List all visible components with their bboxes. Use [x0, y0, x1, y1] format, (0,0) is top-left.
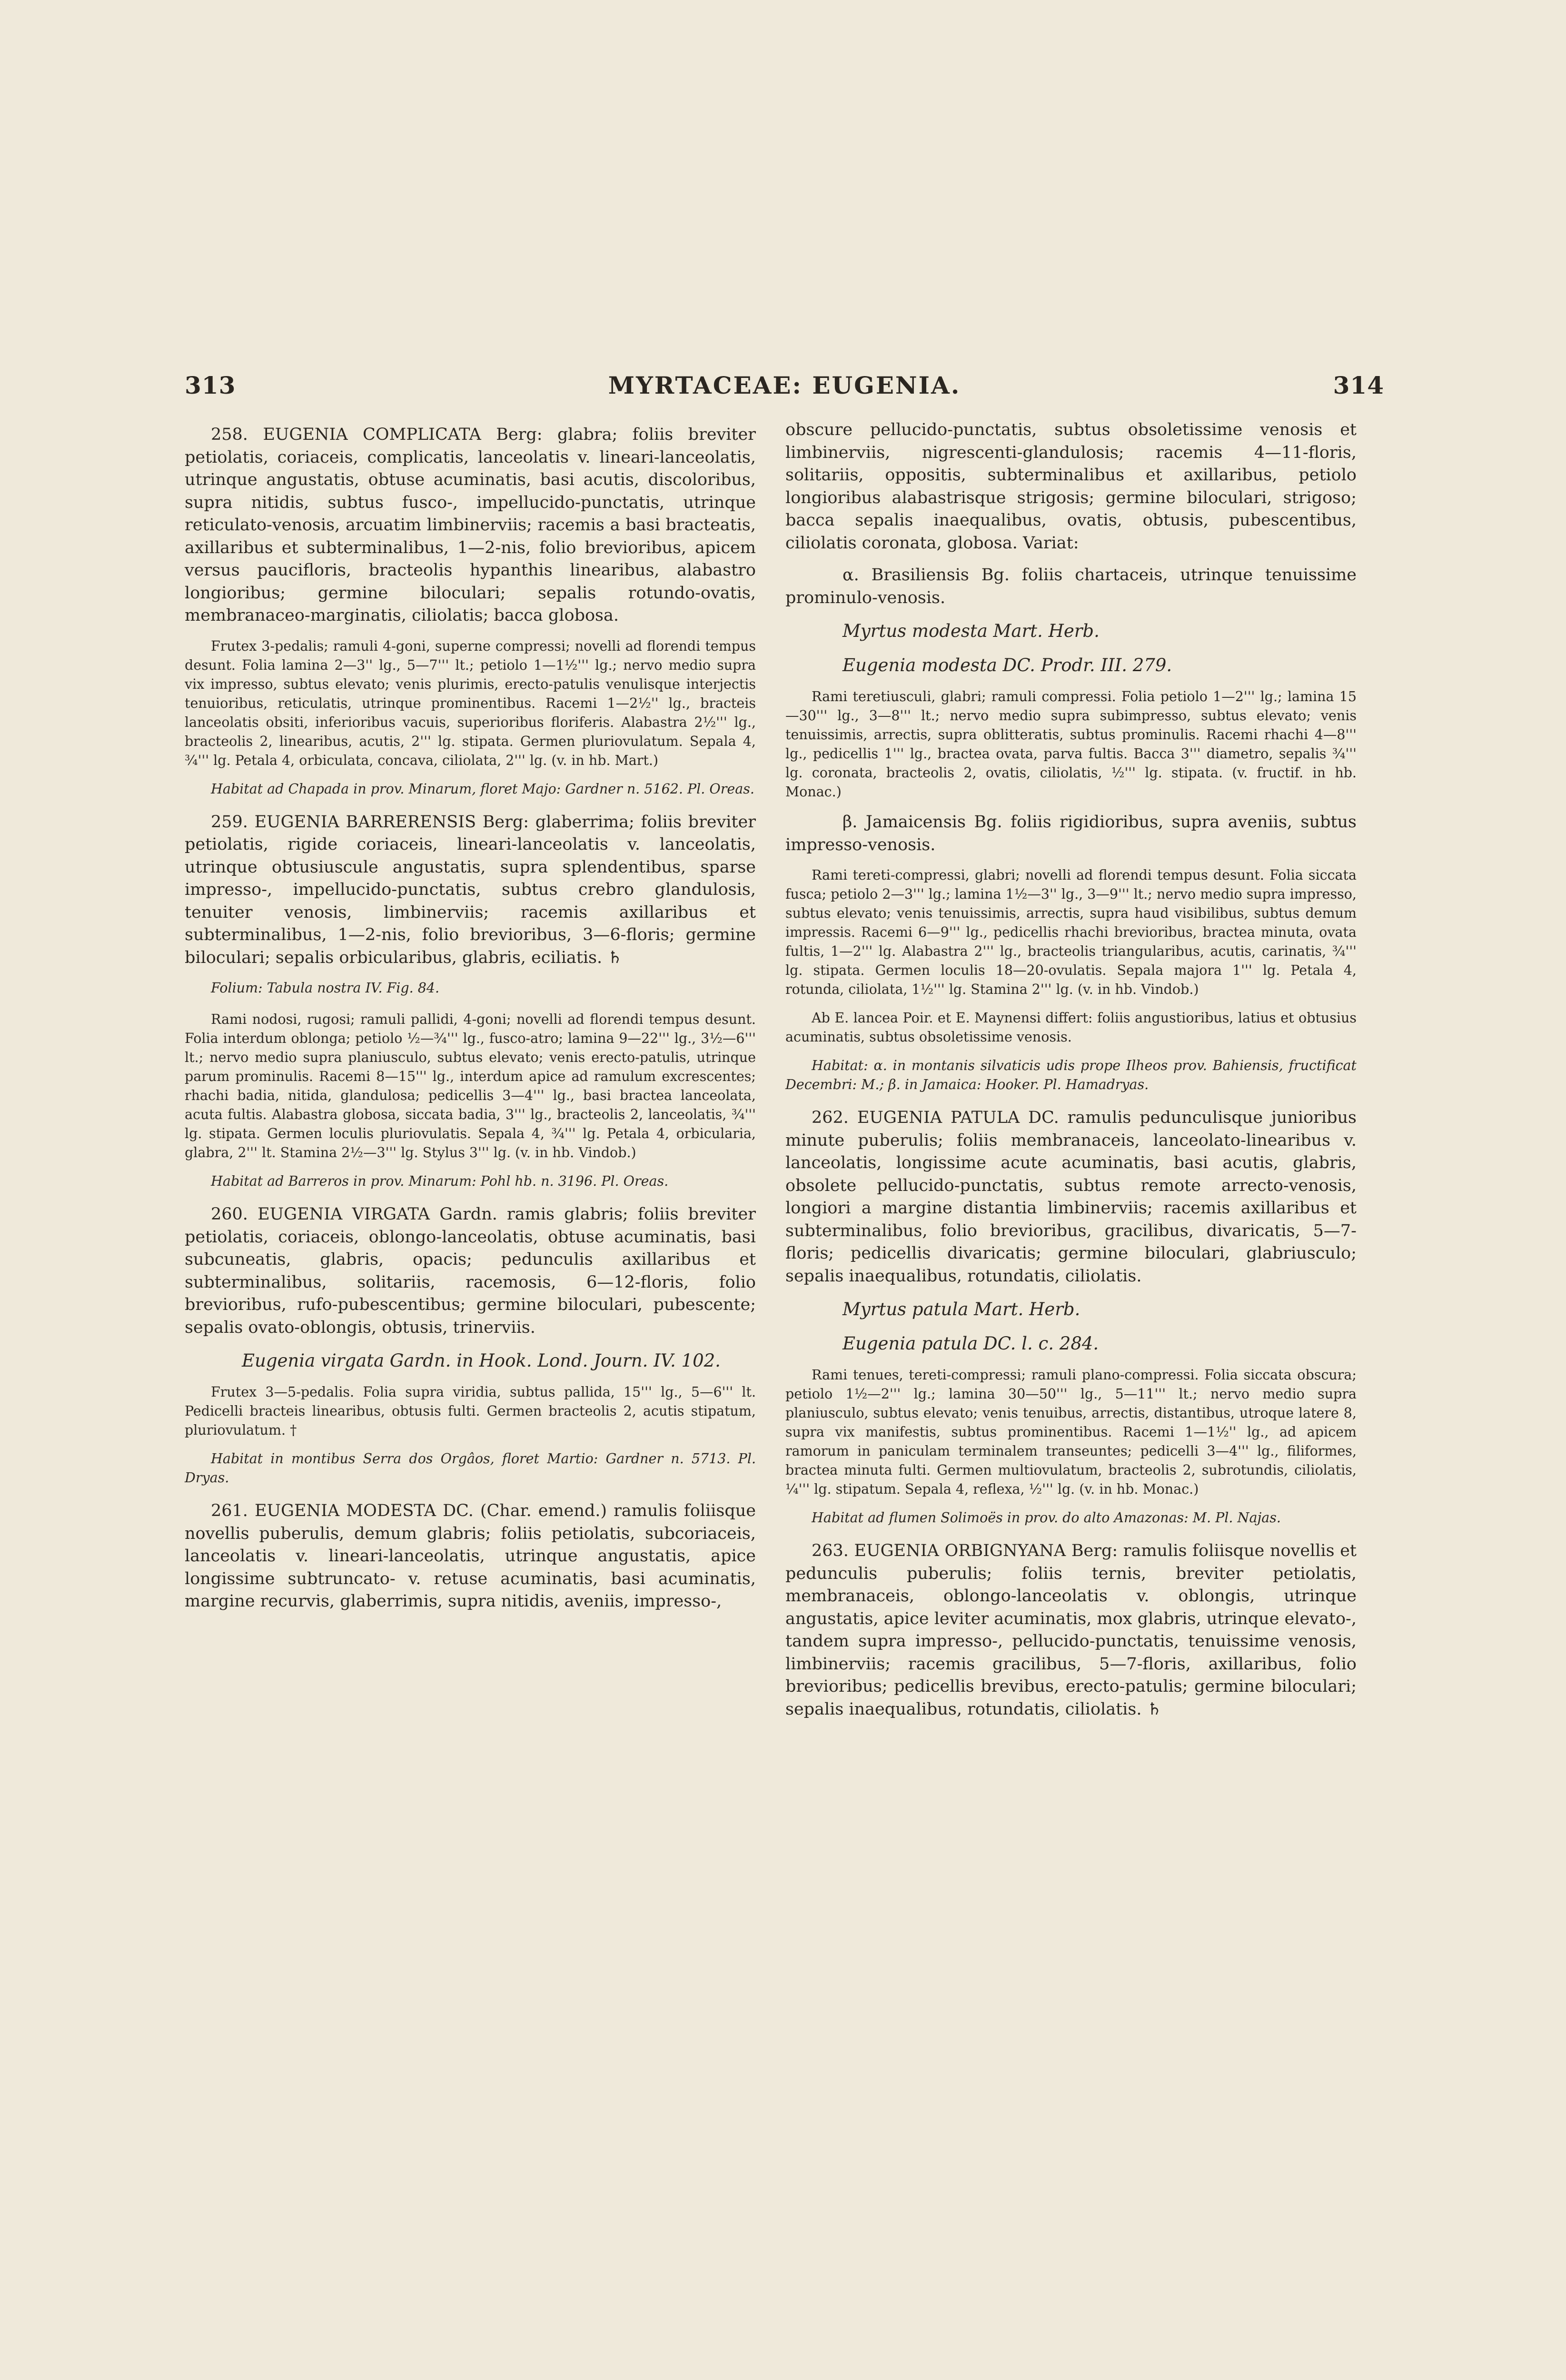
page-number-left: 313 [185, 371, 236, 399]
description-259: Rami nodosi, rugosi; ramuli pallidi, 4-goni; novelli ad florendi tempus desunt. Folia interdum oblonga; petiolo ½—¾''' lg., fusco-atro; lamina 9—22''' lg., 3½—6''' lt.; nervo medio supra planiusculo, subtus elevato; venis erecto-patulis, utrinque parum prominulis. Racemi 8—15''' lg., interdum apice ad ramulum excrescentes; rhachi badia, nitida, glandulosa; pedicellis 3—4''' lg., basi bractea lanceolata, acuta fultis. Alabastra globosa, siccata badia, 3''' lg., bracteolis 2, lanceolatis, ¾''' lg. stipata. Germen loculis pluriovulatis. Sepala 4, ¾''' lg. Petala 4, orbicularia, glabra, 2''' lt. Stamina 2½—3''' lg. Stylus 3''' lg. (v. in hb. Vindob.) [185, 1012, 756, 1160]
right-column [785, 419, 1357, 1730]
synonym-eugenia-patula: Eugenia patula DC. l. c. 284. [842, 1333, 1099, 1354]
synonym-eugenia-modesta: Eugenia modesta DC. Prodr. III. 279. [842, 655, 1172, 675]
habitat-259: Habitat ad Barreros in prov. Minarum: Pohl hb. n. 3196. Pl. Oreas. [211, 1173, 669, 1189]
description-beta: Rami tereti-compressi, glabri; novelli ad florendi tempus desunt. Folia siccata fusca; petiolo 2—3''' lg.; lamina 1½—3'' lg., 3—9''' lt.; nervo medio supra impresso, subtus elevato; venis tenuissimis, arrectis, supra haud visibilibus, subtus demum impressis. Racemi 6—9''' lg., pedicellis rhachi brevioribus, bractea minuta, ovata fultis, 1—2''' lg. Alabastra 2''' lg., bracteolis triangularibus, acutis, carinatis, ¾''' lg. stipata. Germen loculis 18—20-ovulatis. Sepala majora 1''' lg. Petala 4, rotunda, ciliolata, 1½''' lg. Stamina 2''' lg. (v. in hb. Vindob.) [785, 867, 1357, 997]
species-258: 258. EUGENIA COMPLICATA Berg: glabra; foliis breviter petiolatis, coriaceis, complicatis, lanceolatis v. lineari-lanceolatis, utrinque angustatis, obtuse acuminatis, basi acutis, discoloribus, supra nitidis, subtus fusco-, impellucido-punctatis, utrinque reticulato-venosis, arcuatim limbinerviis; racemis a basi bracteatis, axillaribus et subterminalibus, 1—2-nis, folio brevioribus, apicem versus paucifloris, bracteolis hypanthis linearibus, alabastro longioribus; germine biloculari; sepalis rotundo-ovatis, membranaceo-marginatis, ciliolatis; bacca globosa. [185, 425, 756, 625]
description-260: Frutex 3—5-pedalis. Folia supra viridia, subtus pallida, 15''' lg., 5—6''' lt. Pedicelli bracteis linearibus, obtusis fulti. Germen bracteolis 2, acutis stipatum, pluriovulatum. † [185, 1384, 756, 1438]
running-title: MYRTACEAE: EUGENIA. [608, 371, 961, 399]
species-263: 263. EUGENIA ORBIGNYANA Berg: ramulis foliisque novellis et pedunculis puberulis; foliis ternis, breviter petiolatis, membranaceis, oblongo-lanceolatis v. oblongis, utrinque angustatis, apice leviter acuminatis, mox glabris, utrinque elevato-, tandem supra impresso-, pellucido-punctatis, tenuissime venosis, limbinerviis; racemis gracilibus, 5—7-floris, axillaribus, folio brevioribus; pedicellis brevibus, erecto-patulis; germine biloculari; sepalis inaequalibus, rotundatis, ciliolatis. ♄ [785, 1541, 1357, 1719]
species-260: 260. EUGENIA VIRGATA Gardn. ramis glabris; foliis breviter petiolatis, coriaceis, oblongo-lanceolatis, obtuse acuminatis, basi subcuneatis, glabris, opacis; pedunculis axillaribus et subterminalibus, solitariis, racemosis, 6—12-floris, folio brevioribus, rufo-pubescentibus; germine biloculari, pubescente; sepalis ovato-oblongis, obtusis, trinerviis. [185, 1205, 756, 1337]
variety-alpha: α. Brasiliensis Bg. foliis chartaceis, utrinque tenuissime prominulo-venosis. [785, 565, 1357, 607]
description-alpha: Rami teretiusculi, glabri; ramuli compressi. Folia petiolo 1—2''' lg.; lamina 15—30''' lg., 3—8''' lt.; nervo medio supra subimpresso, subtus elevato; venis tenuissimis, arrectis, supra oblitteratis, subtus prominulis. Racemi rhachi 4—8''' lg., pedicellis 1''' lg., bractea ovata, parva fultis. Bacca 3''' diametro, sepalis ¾''' lg. coronata, bracteolis 2, ovatis, ciliolatis, ½''' lg. stipata. (v. fructif. in hb. Monac.) [785, 689, 1357, 800]
differential-note: Ab E. lancea Poir. et E. Maynensi differt: foliis angustioribus, latius et obtusius acuminatis, subtus obsoletissime venosis. [785, 1010, 1357, 1045]
left-column [185, 419, 756, 1623]
species-259: 259. EUGENIA BARRERENSIS Berg: glaberrima; foliis breviter petiolatis, rigide coriaceis, lineari-lanceolatis v. lanceolatis, utrinque obtusiuscule angustatis, supra splendentibus, sparse impresso-, impellucido-punctatis, subtus crebro glandulosis, tenuiter venosis, limbinerviis; racemis axillaribus et subterminalibus, 1—2-nis, folio brevioribus, 3—6-floris; germine biloculari; sepalis orbicularibus, glabris, eciliatis. ♄ [185, 812, 756, 967]
synonym-260: Eugenia virgata Gardn. in Hook. Lond. Journ. IV. 102. [242, 1350, 721, 1371]
synonym-myrtus-patula: Myrtus patula Mart. Herb. [842, 1299, 1080, 1319]
species-261: 261. EUGENIA MODESTA DC. (Char. emend.) ramulis foliisque novellis puberulis, demum glabris; foliis petiolatis, subcoriaceis, lanceolatis v. lineari-lanceolatis, utrinque angustatis, apice longissime subtruncato- v. retuse acuminatis, basi acuminatis, margine recurvis, glaberrimis, supra nitidis, aveniis, impresso-, [185, 1501, 756, 1611]
habitat-262: Habitat ad flumen Solimoës in prov. do alto Amazonas: M. Pl. Najas. [812, 1510, 1281, 1526]
species-262: 262. EUGENIA PATULA DC. ramulis pedunculisque junioribus minute puberulis; foliis membranaceis, lanceolato-linearibus v. lanceolatis, longissime acute acuminatis, basi acutis, glabris, obsolete pellucido-punctatis, subtus remote arrecto-venosis, longiori a margine distantia limbinerviis; racemis axillaribus et subterminalibus, folio brevioribus, gracilibus, divaricatis, 5—7-floris; pedicellis divaricatis; germine biloculari, glabriusculo; sepalis inaequalibus, rotundatis, ciliolatis. [785, 1108, 1357, 1286]
variety-beta: β. Jamaicensis Bg. foliis rigidioribus, supra aveniis, subtus impresso-venosis. [785, 813, 1357, 854]
synonym-myrtus-modesta: Myrtus modesta Mart. Herb. [842, 621, 1100, 641]
description-258: Frutex 3-pedalis; ramuli 4-goni, superne compressi; novelli ad florendi tempus desunt. Folia lamina 2—3'' lg., 5—7''' lt.; petiolo 1—1½''' lg.; nervo medio supra vix impresso, subtus elevato; venis plurimis, erecto-patulis venulisque interjectis tenuioribus, reticulatis, utrinque prominentibus. Racemi 1—2½'' lg., bracteis lanceolatis obsiti, inferioribus vacuis, superioribus floriferis. Alabastra 2½''' lg., bracteolis 2, linearibus, acutis, 2''' lg. stipata. Germen pluriovulatum. Sepala 4, ¾''' lg. Petala 4, orbiculata, concava, ciliolata, 2''' lg. (v. in hb. Mart.) [185, 638, 756, 768]
running-header [185, 371, 1384, 405]
habitat-258: Habitat ad Chapada in prov. Minarum, floret Majo: Gardner n. 5162. Pl. Oreas. [211, 781, 754, 797]
species-261-continued: obscure pellucido-punctatis, subtus obsoletissime venosis et limbinerviis, nigrescenti-glandulosis; racemis 4—11-floris, solitariis, oppositis, subterminalibus et axillaribus, petiolo longioribus alabastrisque strigosis; germine biloculari, strigoso; bacca sepalis inaequalibus, ovatis, obtusis, pubescentibus, ciliolatis coronata, globosa. Variat: [785, 420, 1357, 553]
page-number-right: 314 [1333, 371, 1384, 399]
figure-reference-259: Folium: Tabula nostra IV. Fig. 84. [211, 980, 440, 996]
habitat-260: Habitat in montibus Serra dos Orgâos, floret Martio: Gardner n. 5713. Pl. Dryas. [185, 1451, 756, 1486]
description-262: Rami tenues, tereti-compressi; ramuli plano-compressi. Folia siccata obscura; petiolo 1½—2''' lg.; lamina 30—50''' lg., 5—11''' lt.; nervo medio supra planiusculo, subtus elevato; venis tenuibus, arrectis, distantibus, utroque latere 8, supra vix manifestis, subtus prominentibus. Racemi 1—1½'' lg., ad apicem ramorum in paniculam terminalem transeuntes; pedicelli 3—4''' lg., filiformes, bractea minuta fulti. Germen multiovulatum, bracteolis 2, subrotundis, ciliolatis, ¼''' lg. stipatum. Sepala 4, reflexa, ½''' lg. (v. in hb. Monac.) [785, 1367, 1357, 1497]
habitat-261: Habitat: α. in montanis silvaticis udis prope Ilheos prov. Bahiensis, fructificat Decembri: M.; β. in Jamaica: Hooker. Pl. Hamadryas. [785, 1058, 1357, 1092]
